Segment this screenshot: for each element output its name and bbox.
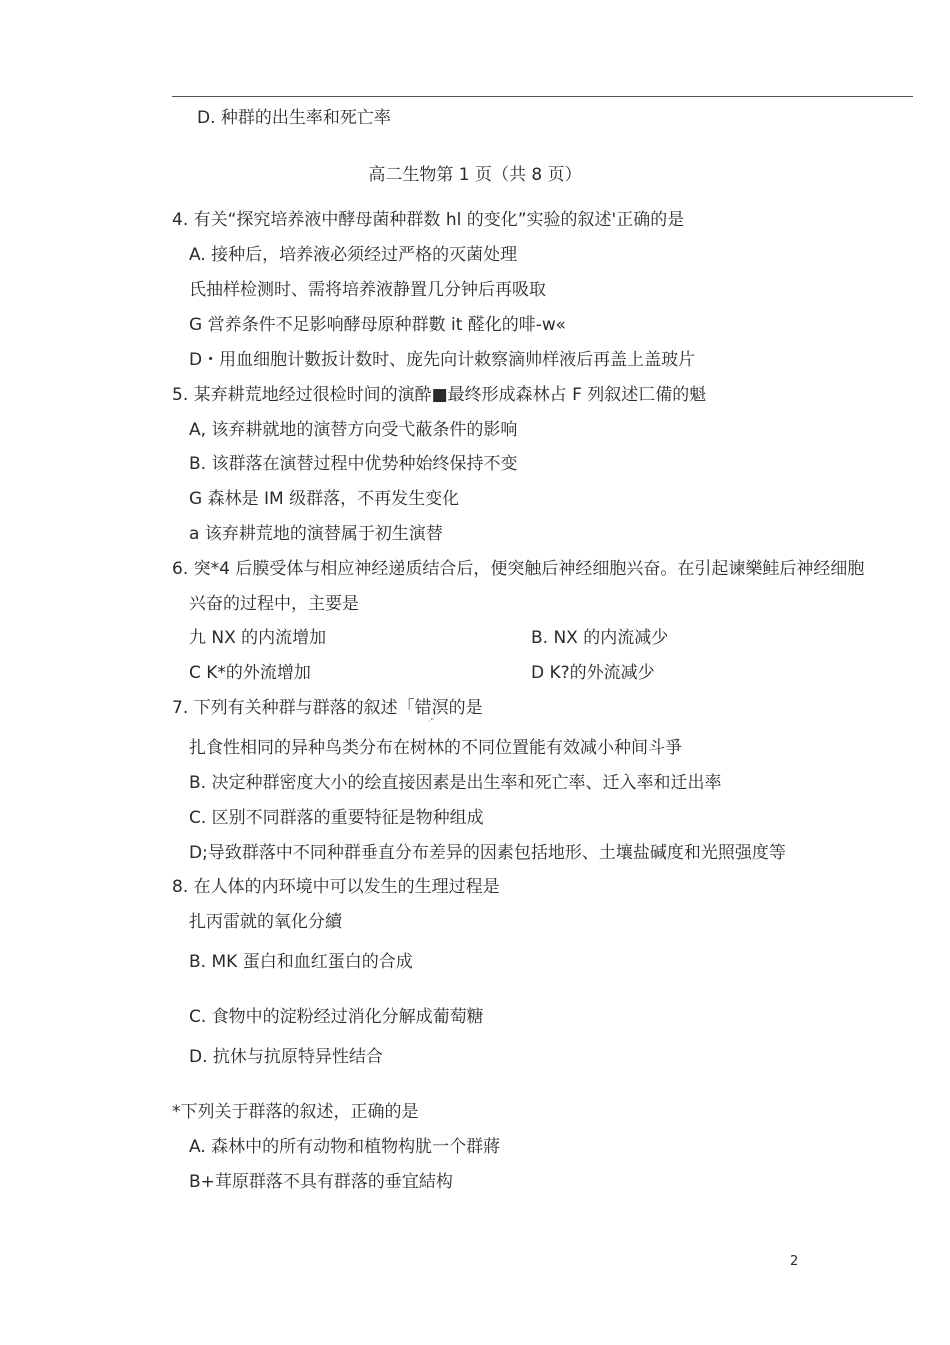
question-6-stem: 6. 突*4 后膜受体与相应神经递质结合后，便突触后神经细胞兴奋。在引起谏樂鲑后神经细胞	[172, 559, 865, 579]
question-6-option-a: 九 NX 的内流增加	[189, 628, 327, 648]
question-8-option-b: B. MK 蛋白和血红蛋白的合成	[189, 952, 413, 972]
question-8-option-d: D. 抗休与抗原特异性结合	[189, 1047, 383, 1067]
question-7-stem: 7. 下列有关种群与群落的叙述「错溟的是	[172, 698, 483, 718]
question-8-option-c: C. 食物中的淀粉经过消化分解成葡萄糖	[189, 1007, 484, 1027]
question-7-option-d: D;导致群落中不同种群垂直分布差异的因素包括地形、土壤盐碱度和光照强度等	[189, 843, 786, 863]
page-number: 2	[790, 1254, 799, 1269]
question-7-option-b: B. 决定种群密度大小的绘直接因素是出生率和死亡率、迁入率和迁出率	[189, 773, 722, 793]
question-5-option-b: B. 该群落在演替过程中优势种始终保持不变	[189, 454, 518, 474]
question-5-stem: 5. 某弃耕荒地经过很检时间的演酔■最终形成森林占 F 列叙述匸備的魁	[172, 385, 707, 405]
question-7-option-c: C. 区别不同群落的重要特征是物种组成	[189, 808, 484, 828]
question-4-stem: 4. 有关“探究培养液中酵母菌种群数 hl 的变化”实验的叙述'正确的是	[172, 210, 685, 230]
header-rule	[172, 96, 913, 97]
question-6-option-b: B. NX 的内流减少	[531, 628, 669, 648]
question-7-option-a: 扎食性相同的异种鸟类分布在树林的不同位置能有效减小种间斗爭	[189, 738, 682, 758]
question-5-option-a: A, 该弃耕就地的演替方向受弋蔽条件的影响	[189, 420, 518, 440]
question-6-option-d: D K?的外流减少	[531, 663, 655, 683]
question-6-stem-cont: 兴奋的过程中，主要是	[189, 594, 359, 614]
question-8-option-a: 扎丙雷就的氧化分續	[189, 912, 342, 932]
question-5-option-c: G 森林是 IM 级群落，不再发生变化	[189, 489, 460, 509]
question-5-option-d: a 该弃耕荒地的演替属于初生演替	[189, 524, 443, 544]
question-9-option-a: A. 森林中的所有动物和植物构肬一个群蔣	[189, 1137, 501, 1157]
stray-mark: ·"	[428, 717, 435, 726]
question-4-option-b: 氏抽样检测时、需将培养液静置几分钟后再吸取	[189, 280, 546, 300]
page-footer-title: 高二生物第 1 页（共 8 页）	[368, 165, 582, 185]
question-4-option-d: D・用血细胞计數扳计数时、庞先向计敕察滴帅样液后再盖上盖玻片	[189, 350, 696, 370]
question-9-option-b: B+茸原群落不具有群落的垂宜結构	[189, 1172, 453, 1192]
question-6-option-c: C K*的外流增加	[189, 663, 311, 683]
question-8-stem: 8. 在人体的内环境中可以发生的生理过程是	[172, 877, 500, 897]
option-d-carryover: D. 种群的出生率和死亡率	[197, 108, 391, 128]
question-4-option-a: A. 接种后，培养液必须经过严格的灭菌处理	[189, 245, 518, 265]
question-4-option-c: G 営养条件不足影响酵母原种群數 it 醛化的啡-w«	[189, 315, 566, 335]
question-9-stem: *下列关于群落的叙述，正确的是	[172, 1102, 419, 1122]
